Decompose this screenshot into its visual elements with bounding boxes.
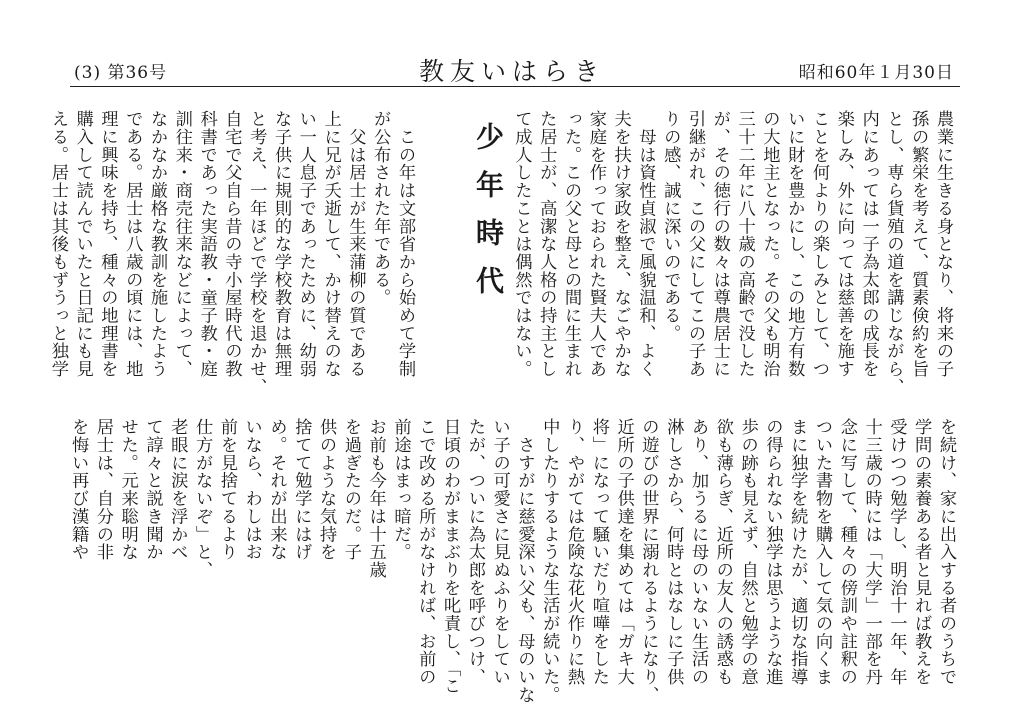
page-header xyxy=(0,0,1024,90)
article-column-top-right: 農業に生きる身となり、将来の子 孫の繁栄を考えて、質素倹約を旨 とし、専ら貨殖の道を講じながら、 内にあっては一子為太郎の成長を 楽しみ、外に向っては慈善を施す ことを何よりの楽しみとして、つ いに財を豊かにし、この地方有数 の大地主となった。その父も明治 三十二年に八十歳の高齢で没した が、その徳行の数々は尊農居士に 引継がれ、この父にしてこの子あ りの感、誠に深いのである。 母は資性貞淑で風貌温和、よく 夫を扶け家政を整え、なごやかな 家庭を作っておられた賢夫人であ った。この父と母との間に生まれ た居士が、高潔な人格の持主とし て成人したことは偶然ではない。 xyxy=(511,110,953,396)
issue-number: (3) 第36号 xyxy=(74,63,168,83)
article-column-bottom: を続け、家に出入する者のうちで 学問の素養ある者と見れば教えを 受けつつ勉学し、明治十一年、年 十三歳の時には「大学」一部を丹 念に写して、種々の傍訓や註釈の ついた書物を購入して気の向くま まに独学を続けたが、適切な指導 の得られない独学は思うような進 歩の跡も見えず、自然と勉学の意 欲も薄らぎ、近所の友人の誘惑も あり、加うるに母のいない生活の 淋しさから、何時とはなしに子供 の遊びの世界に溺れるようになり、 近所の子供達を集めては「ガキ大 将」になって騒いだり喧嘩をした り、やがては危険な花火作りに熱 中したりするような生活が続いた。 さすがに慈愛深い父も、母のいな い子の可愛さに見ぬふりをしてい たが、ついに為太郎を呼びつけ、 日頃のわがままぶりを叱責し、「こ こで改める所がなければ、お前の 前途はまっ暗だ。 お前も今年は十五歳 を過ぎたのだ。子 供のような気持を 捨てて勉学にはげ め。それが出来な いなら、わしはお 前を見捨てるより 仕方がないぞ」と、 老眼に涙を浮かべ て諄々と説き聞か せた。元来聡明な 居士は、自分の非 を悔い再び漢籍や xyxy=(68,418,956,703)
section-heading: 少年時代 xyxy=(472,122,505,314)
newsletter-title: 教友いはらき xyxy=(418,57,605,86)
header-rule xyxy=(70,86,960,87)
article-column-top-left: この年は文部省から始めて学制 が公布された年である。 父は居士が生来蒲柳の質である 上に兄が夭逝して、かけ替えのな い一人息子であったために、幼弱 な子供に規則的な学校教育は無理 と考え、一年ほどで学校を退かせ、 自宅で父自ら昔の寺小屋時代の教 科書であった実語教・童子教・庭 訓往来・商売往来などによって、 なかなか厳格な教訓を施したよう である。居士は八歳の頃には、地 理に興味を持ち、種々の地理書を 購入して読んでいたと日記にも見 える。居士は其後もずうっと独学 xyxy=(47,110,415,396)
publication-date: 昭和60年１月30日 xyxy=(798,63,954,83)
